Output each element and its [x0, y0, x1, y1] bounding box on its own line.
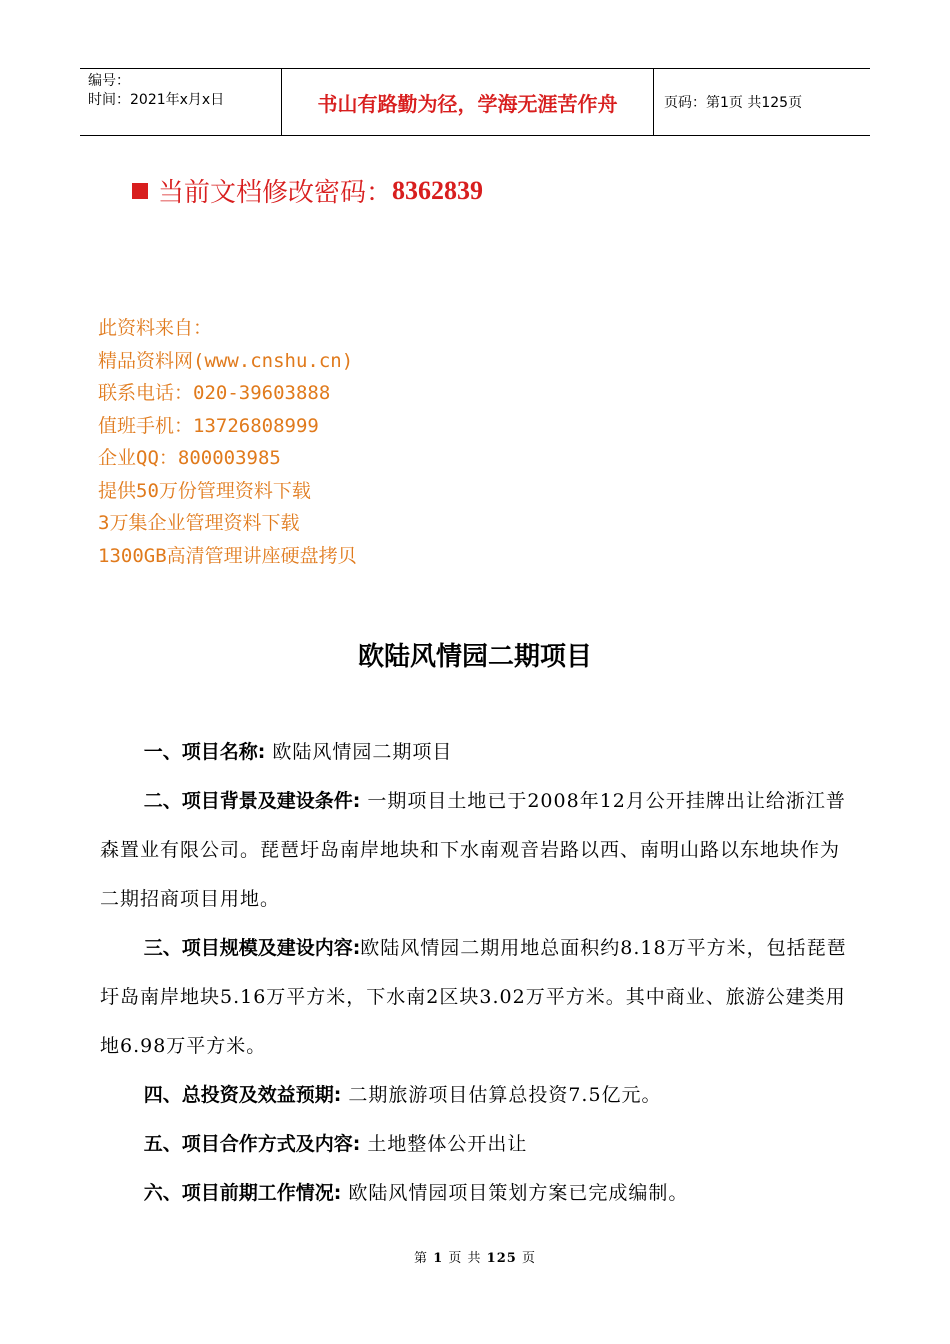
source-info-line: 1300GB高清管理讲座硬盘拷贝: [98, 544, 357, 567]
section-heading: 三、项目规模及建设内容:: [143, 937, 361, 959]
section-text: 一期项目土地已于2008年12月公开挂牌出让给浙江普森置业有限公司。琵琶圩岛南岸地块和下水南观音岩路以西、南明山路以东地块作为二期招商项目用地。: [100, 790, 846, 910]
section-text: 土地整体公开出让: [367, 1133, 528, 1155]
header-page-info: 页码：第1页 共125页: [664, 95, 803, 111]
password-code: 8362839: [392, 175, 484, 205]
footer-total-pages: 125: [486, 1251, 517, 1266]
password-label: 当前文档修改密码：: [158, 178, 393, 208]
page-footer: [0, 1247, 950, 1266]
source-info-line: 3万集企业管理资料下载: [98, 512, 300, 534]
footer-suffix: 页: [521, 1251, 536, 1266]
header-meta-cell: [80, 69, 282, 135]
section-heading: 四、总投资及效益预期:: [143, 1084, 342, 1106]
document-date-label: 时间：2021年x月x日: [88, 92, 225, 108]
section-paragraph: [100, 728, 852, 777]
source-info-line: 此资料来自：: [98, 317, 213, 339]
source-info-line: 提供50万份管理资料下载: [98, 479, 311, 502]
section-paragraph: [100, 1071, 852, 1120]
section-heading: 五、项目合作方式及内容:: [143, 1133, 361, 1155]
source-info-line: 精品资料网(www.cnshu.cn): [98, 349, 354, 372]
password-notice: [132, 172, 483, 209]
section-text: 二期旅游项目估算总投资7.5亿元。: [348, 1084, 662, 1106]
page-header-table: [80, 68, 870, 136]
section-paragraph: [100, 1120, 852, 1169]
footer-page-number: 1: [433, 1251, 444, 1266]
document-title: 欧陆风情园二期项目: [357, 642, 592, 672]
section-paragraph: [100, 1169, 852, 1218]
source-info-line: 企业QQ：800003985: [98, 447, 281, 469]
section-paragraph: [100, 777, 852, 924]
footer-prefix: 第: [414, 1251, 429, 1266]
section-paragraph: [100, 924, 852, 1071]
source-info-block: [98, 312, 357, 572]
document-body: [100, 728, 852, 1218]
source-info-line: 值班手机：13726808999: [98, 414, 319, 437]
footer-middle: 页 共: [448, 1251, 482, 1266]
section-text: 欧陆风情园项目策划方案已完成编制。: [348, 1182, 689, 1204]
header-motto: 书山有路勤为径，学海无涯苦作舟: [282, 69, 654, 135]
section-heading: 一、项目名称:: [143, 741, 266, 763]
document-number-label: 编号：: [88, 73, 130, 89]
section-text: 欧陆风情园二期用地总面积约8.18万平方米，包括琵琶圩岛南岸地块5.16万平方米，下水南2区块3.02万平方米。其中商业、旅游公建类用地6.98万平方米。: [100, 937, 847, 1057]
source-info-line: 联系电话：020-39603888: [98, 382, 331, 404]
red-square-bullet-icon: [132, 183, 148, 199]
section-heading: 六、项目前期工作情况:: [143, 1182, 342, 1204]
section-heading: 二、项目背景及建设条件:: [143, 790, 361, 812]
section-text: 欧陆风情园二期项目: [272, 741, 453, 763]
